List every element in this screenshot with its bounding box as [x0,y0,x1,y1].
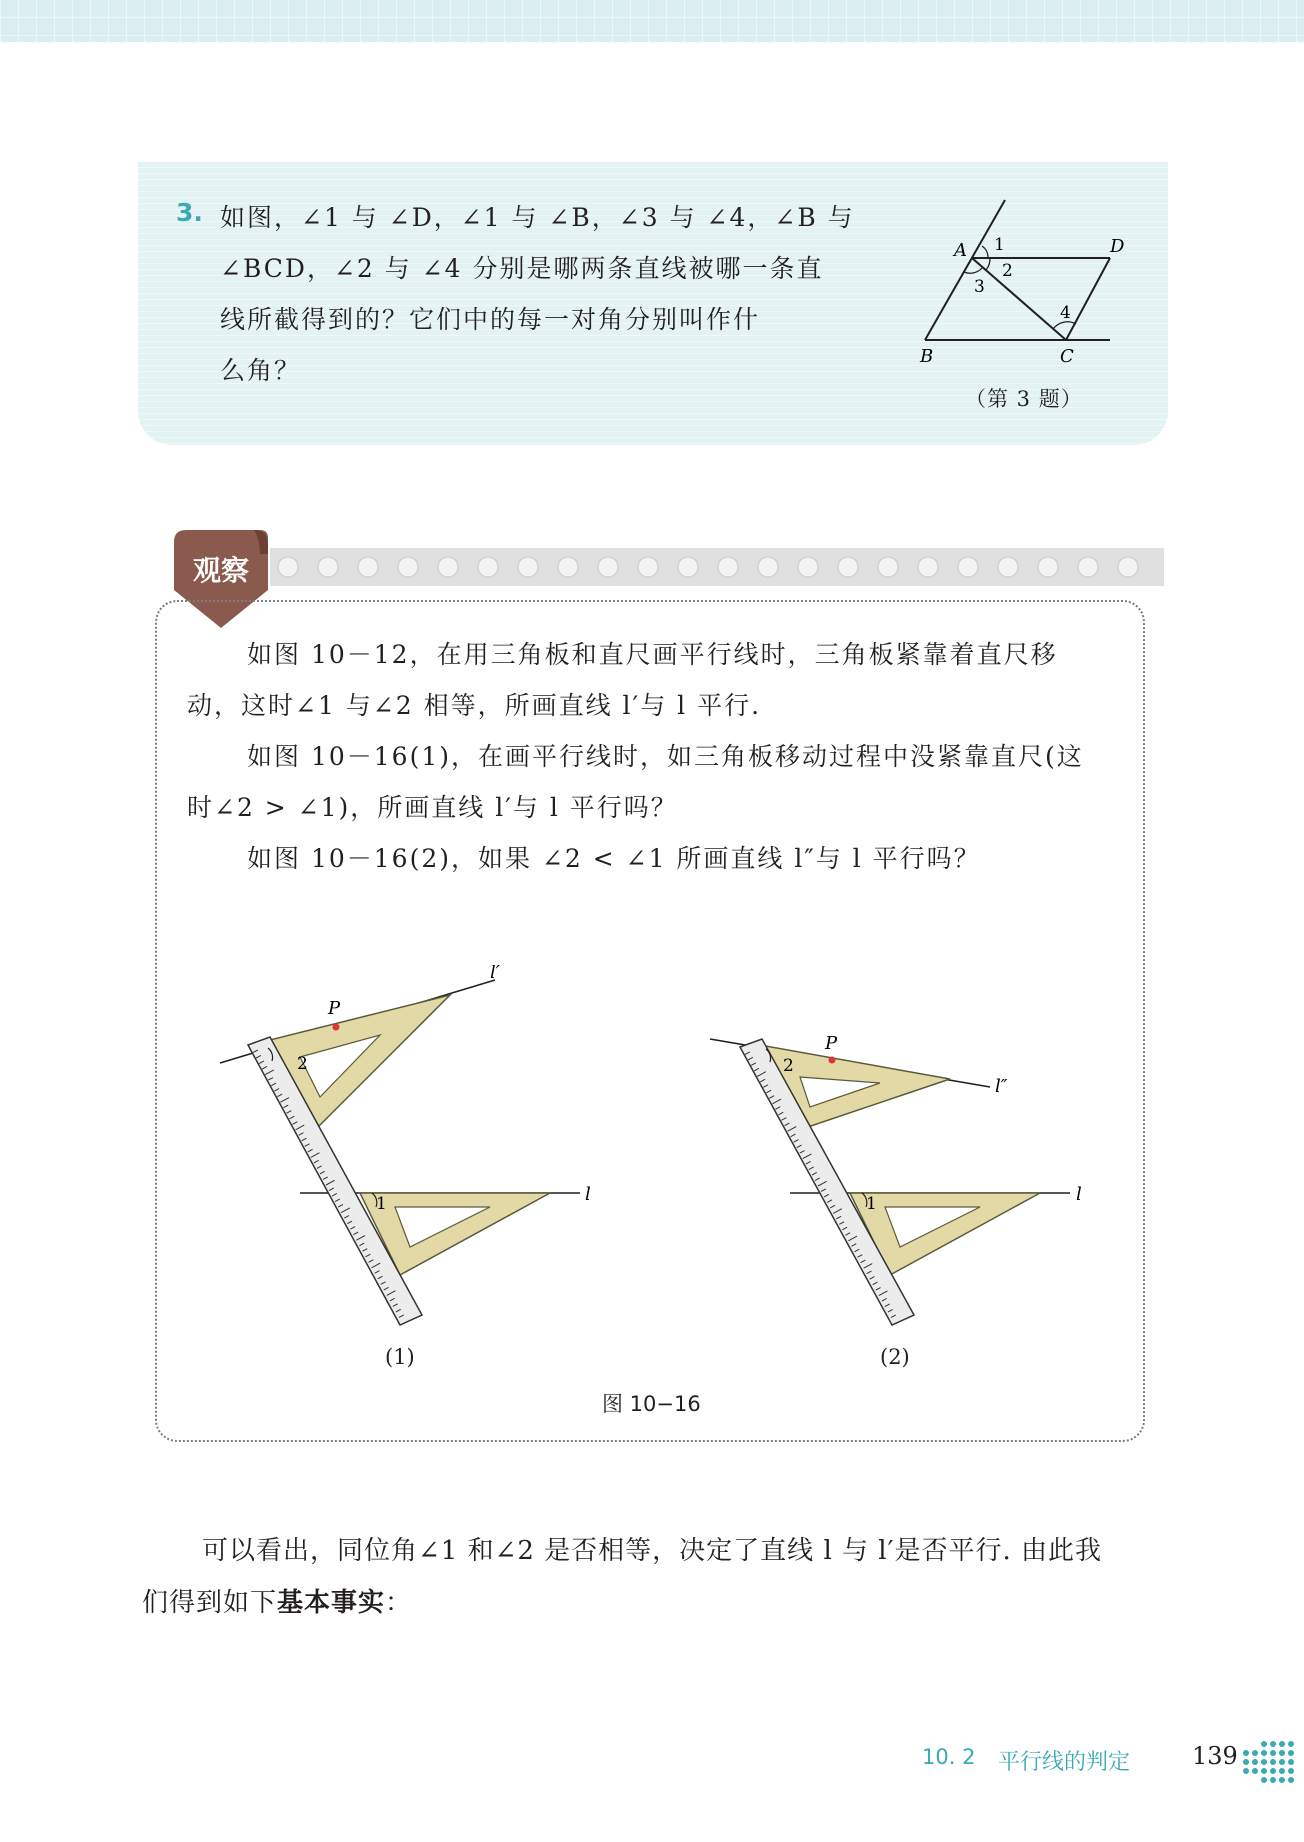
label-ldoubleprime: l″ [995,1076,1008,1097]
point-P [333,1024,340,1031]
observe-paragraph: 动，这时∠1 与∠2 相等，所画直线 l′与 l 平行. [187,691,762,720]
figure-part-1 [220,965,591,1325]
key-term: 基本事实 [277,1588,386,1618]
strip-dot [638,557,658,577]
footer-dot [1261,1777,1267,1783]
top-band [0,0,1304,42]
strip-dot [1078,557,1098,577]
body-text: 们得到如下 [142,1588,278,1618]
exercise-text [220,192,865,396]
footer-dot [1270,1777,1276,1783]
label-C: C [1060,346,1074,367]
label-2: 2 [783,1056,794,1076]
label-2: 2 [1002,261,1013,281]
strip-dot [518,557,538,577]
footer-dot [1270,1750,1276,1756]
strip-dot [918,557,938,577]
label-1: 1 [994,235,1005,255]
footer-dot [1243,1750,1249,1756]
footer-dot [1288,1759,1294,1765]
observe-paragraph: 如图 10－12，在用三角板和直尺画平行线时，三角板紧靠着直尺移 [247,640,1058,669]
strip-dot [358,557,378,577]
label-lprime: l′ [490,965,500,983]
footer-dot [1243,1768,1249,1774]
observe-paragraph: 如图 10－16(2)，如果 ∠2 < ∠1 所画直线 l″与 l 平行吗？ [247,844,981,873]
subfigure-caption-1: (1) [385,1345,415,1369]
page-number: 139 [1192,1742,1238,1770]
observe-paragraph: 如图 10－16(1)，在画平行线时，如三角板移动过程中没紧靠直尺(这 [247,742,1084,771]
observe-paragraph: 时∠2 > ∠1)，所画直线 l′与 l 平行吗？ [187,793,678,822]
label-l: l [1076,1184,1082,1205]
angle1-arc [982,246,988,258]
footer-dot [1270,1759,1276,1765]
footer-dot [1252,1759,1258,1765]
label-4: 4 [1060,303,1071,323]
observe-tab-label: 观察 [192,554,250,587]
exercise-figure [910,190,1130,380]
strip-dot [958,557,978,577]
figure-10-16 [210,965,1130,1345]
exercise-figure-caption: （第 3 题） [965,387,1083,411]
footer-dot [1252,1768,1258,1774]
label-3: 3 [974,277,985,297]
strip-dot [398,557,418,577]
figure-part-2 [710,1033,1082,1325]
strip-dot [478,557,498,577]
footer-dot [1279,1768,1285,1774]
body-line [142,1582,412,1619]
footer-dot [1279,1759,1285,1765]
footer-dot [1252,1750,1258,1756]
label-P: P [328,998,341,1019]
footer-dot [1279,1777,1285,1783]
footer-dot-pattern [1240,1738,1302,1786]
exercise-line: 如图，∠1 与 ∠D，∠1 与 ∠B，∠3 与 ∠4，∠B 与 [220,203,855,232]
label-A: A [954,240,967,261]
strip-dot [1118,557,1138,577]
strip-dot [798,557,818,577]
strip-dot [278,557,298,577]
footer-dot [1261,1768,1267,1774]
exercise-line: 线所截得到的？它们中的每一对角分别叫作什 [220,305,761,334]
strip-dot [558,557,578,577]
point-P [829,1057,836,1064]
label-1: 1 [866,1194,877,1214]
footer-dot [1261,1759,1267,1765]
strip-dot [838,557,858,577]
label-B: B [920,346,934,367]
strip-dot [318,557,338,577]
strip-dot [718,557,738,577]
footer-dot [1279,1741,1285,1747]
strip-dot [758,557,778,577]
strip-dot [598,557,618,577]
angle2-arc [986,258,990,270]
body-line: 可以看出，同位角∠1 和∠2 是否相等，决定了直线 l 与 l′是否平行. 由此我 [202,1536,1103,1566]
strip-dot [1038,557,1058,577]
footer-dot [1270,1741,1276,1747]
footer-dot [1288,1750,1294,1756]
footer-dot [1288,1768,1294,1774]
footer-dot [1288,1741,1294,1747]
footer-section-number: 10. 2 [922,1745,976,1769]
exercise-number: 3. [176,198,203,227]
footer-dot [1279,1750,1285,1756]
footer-dot [1243,1759,1249,1765]
strip-dot [998,557,1018,577]
body-text: ： [385,1588,413,1618]
footer-dot [1261,1750,1267,1756]
exercise-line: ∠BCD，∠2 与 ∠4 分别是哪两条直线被哪一条直 [220,254,824,283]
label-2: 2 [297,1054,308,1074]
subfigure-caption-2: (2) [880,1345,910,1369]
exercise-line: 么角？ [220,356,302,385]
figure-caption: 图 10−16 [602,1392,701,1416]
strip-dot [878,557,898,577]
strip-dot [438,557,458,577]
label-P: P [825,1033,838,1054]
footer-dot [1270,1768,1276,1774]
label-l: l [585,1184,591,1205]
label-1: 1 [376,1194,387,1214]
footer-dot [1261,1741,1267,1747]
strip-dot [678,557,698,577]
footer-dot [1288,1777,1294,1783]
label-D: D [1110,236,1125,257]
footer-section-title: 平行线的判定 [998,1750,1131,1775]
observe-strip-dots [270,548,1164,586]
